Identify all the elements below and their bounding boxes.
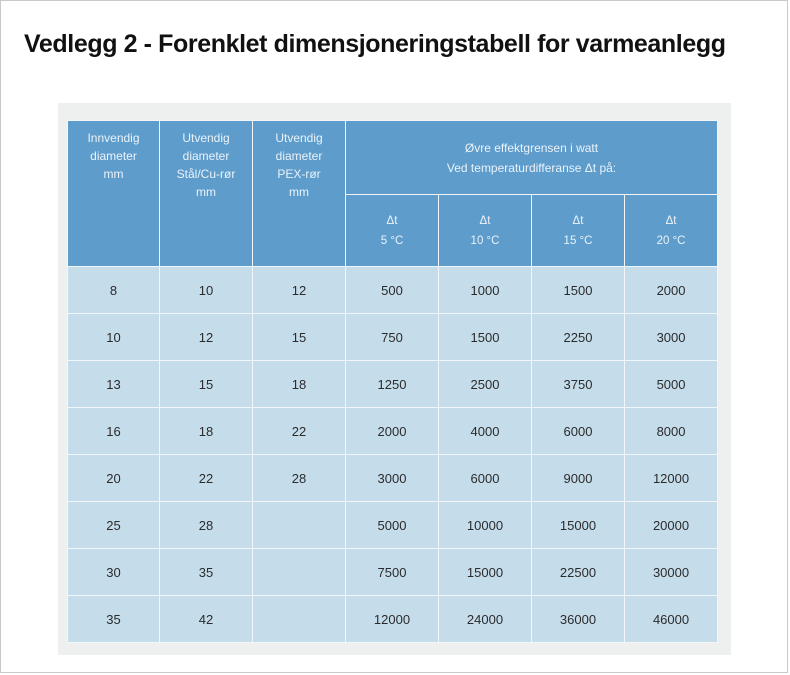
inner-diameter-cell: 16 — [68, 408, 160, 455]
header-dt-10 — [439, 195, 532, 267]
outer-pex-cell: 28 — [253, 455, 346, 502]
power-10-cell: 15000 — [439, 549, 532, 596]
inner-diameter-cell: 30 — [68, 549, 160, 596]
outer-steel-cell: 18 — [160, 408, 253, 455]
outer-steel-cell: 28 — [160, 502, 253, 549]
header-text: diameter — [182, 149, 230, 163]
outer-pex-cell — [253, 502, 346, 549]
outer-pex-cell: 12 — [253, 267, 346, 314]
header-outer-diameter-pex — [253, 121, 346, 267]
power-20-cell: 5000 — [625, 361, 718, 408]
power-10-cell: 1000 — [439, 267, 532, 314]
power-15-cell: 22500 — [532, 549, 625, 596]
header-inner-diameter — [68, 121, 160, 267]
outer-steel-cell: 12 — [160, 314, 253, 361]
header-text: Innvendig — [87, 131, 140, 145]
power-10-cell: 2500 — [439, 361, 532, 408]
power-10-cell: 24000 — [439, 596, 532, 643]
outer-steel-cell: 22 — [160, 455, 253, 502]
temperature-label: 5 °C — [380, 234, 404, 247]
header-text: Utvendig — [182, 131, 230, 145]
power-20-cell: 12000 — [625, 455, 718, 502]
outer-steel-cell: 35 — [160, 549, 253, 596]
power-20-cell: 46000 — [625, 596, 718, 643]
outer-pex-cell: 15 — [253, 314, 346, 361]
power-5-cell: 12000 — [346, 596, 439, 643]
table-row — [68, 314, 718, 361]
delta-symbol: Δt — [572, 214, 584, 227]
inner-diameter-cell: 8 — [68, 267, 160, 314]
power-5-cell: 5000 — [346, 502, 439, 549]
power-20-cell: 3000 — [625, 314, 718, 361]
power-20-cell: 30000 — [625, 549, 718, 596]
power-5-cell: 7500 — [346, 549, 439, 596]
table-row — [68, 408, 718, 455]
power-15-cell: 6000 — [532, 408, 625, 455]
outer-pex-cell — [253, 549, 346, 596]
temperature-label: 10 °C — [470, 234, 500, 247]
document-title: Vedlegg 2 - Forenklet dimensjoneringstabell for varmeanlegg — [24, 30, 726, 58]
power-10-cell: 10000 — [439, 502, 532, 549]
temperature-label: 20 °C — [656, 234, 686, 247]
header-text: PEX-rør — [277, 167, 321, 181]
outer-pex-cell — [253, 596, 346, 643]
power-5-cell: 3000 — [346, 455, 439, 502]
temperature-label: 15 °C — [563, 234, 593, 247]
power-5-cell: 1250 — [346, 361, 439, 408]
power-15-cell: 3750 — [532, 361, 625, 408]
inner-diameter-cell: 25 — [68, 502, 160, 549]
power-20-cell: 8000 — [625, 408, 718, 455]
power-15-cell: 9000 — [532, 455, 625, 502]
table-row — [68, 549, 718, 596]
header-text: Øvre effektgrensen i watt — [464, 140, 599, 155]
table-row — [68, 596, 718, 643]
outer-pex-cell: 18 — [253, 361, 346, 408]
outer-steel-cell: 15 — [160, 361, 253, 408]
power-5-cell: 750 — [346, 314, 439, 361]
power-15-cell: 36000 — [532, 596, 625, 643]
power-5-cell: 500 — [346, 267, 439, 314]
table-row — [68, 361, 718, 408]
inner-diameter-cell: 10 — [68, 314, 160, 361]
header-text: diameter — [275, 149, 323, 163]
header-text: mm — [103, 167, 124, 181]
table-row — [68, 267, 718, 314]
power-5-cell: 2000 — [346, 408, 439, 455]
inner-diameter-cell: 35 — [68, 596, 160, 643]
power-20-cell: 2000 — [625, 267, 718, 314]
delta-symbol: Δt — [479, 214, 491, 227]
header-outer-diameter-steel — [160, 121, 253, 267]
table-scan — [58, 103, 731, 655]
power-10-cell: 4000 — [439, 408, 532, 455]
delta-symbol: Δt — [386, 214, 398, 227]
power-10-cell: 1500 — [439, 314, 532, 361]
header-text: mm — [289, 185, 309, 199]
power-20-cell: 20000 — [625, 502, 718, 549]
header-text: diameter — [90, 149, 137, 163]
table-body — [68, 267, 718, 643]
header-text: Ved temperaturdifferanse Δt på: — [446, 160, 617, 175]
header-text: Utvendig — [275, 131, 323, 145]
delta-symbol: Δt — [665, 214, 677, 227]
inner-diameter-cell: 13 — [68, 361, 160, 408]
header-dt-15 — [532, 195, 625, 267]
power-10-cell: 6000 — [439, 455, 532, 502]
inner-diameter-cell: 20 — [68, 455, 160, 502]
power-15-cell: 1500 — [532, 267, 625, 314]
header-text: Stål/Cu-rør — [176, 167, 236, 181]
header-power-limit — [346, 121, 718, 195]
table-row — [68, 502, 718, 549]
outer-steel-cell: 10 — [160, 267, 253, 314]
outer-steel-cell: 42 — [160, 596, 253, 643]
header-dt-20 — [625, 195, 718, 267]
outer-pex-cell: 22 — [253, 408, 346, 455]
power-15-cell: 15000 — [532, 502, 625, 549]
table-row — [68, 455, 718, 502]
header-dt-5 — [346, 195, 439, 267]
dimension-table — [67, 120, 718, 643]
power-15-cell: 2250 — [532, 314, 625, 361]
header-text: mm — [196, 185, 216, 199]
